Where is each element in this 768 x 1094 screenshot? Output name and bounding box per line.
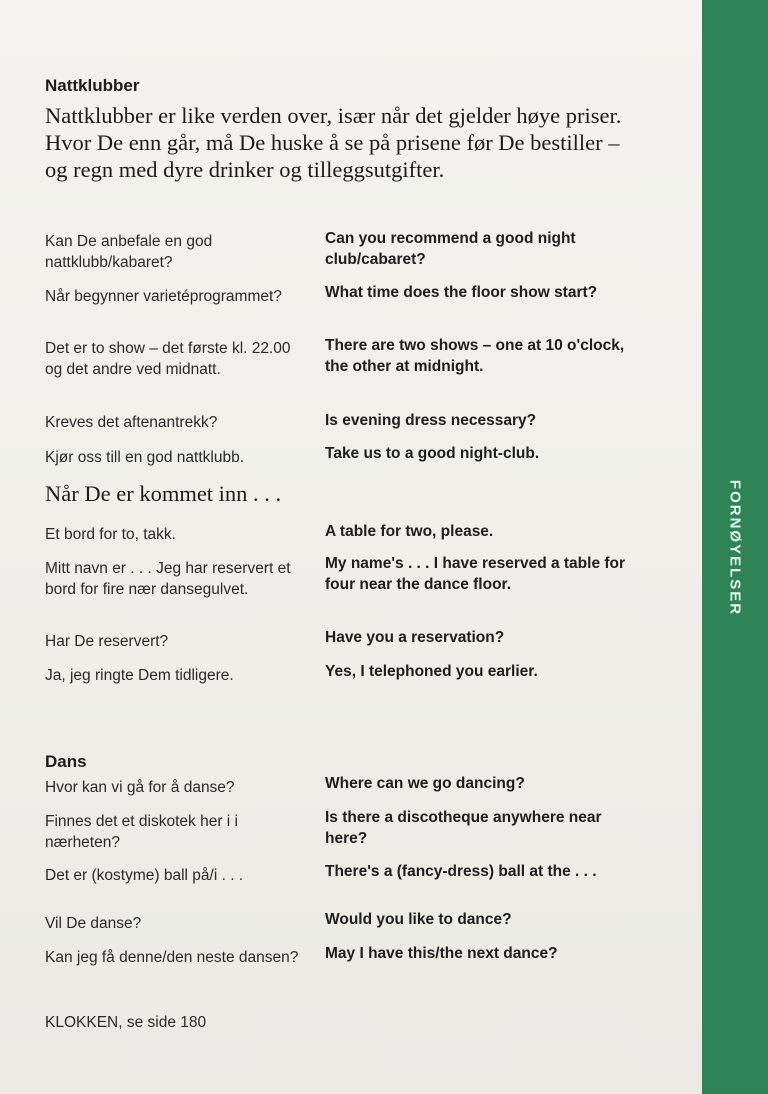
phrase-no: Når begynner varietéprogrammet? [45, 288, 282, 305]
phrase-no: Har De reservert? [45, 633, 169, 650]
phrase-en: Is evening dress necessary? [325, 412, 537, 429]
phrase-en: Can you recommend a good night club/cabaret? [325, 230, 576, 268]
phrase-en: Would you like to dance? [325, 911, 512, 928]
phrase-en: My name's . . . I have reserved a table for four near the dance floor. [325, 555, 626, 593]
phrase-en: There are two shows – one at 10 o'clock, the other at midnight. [325, 337, 625, 375]
phrase-en: A table for two, please. [325, 523, 494, 540]
phrase-no: Kan De anbefale en god nattklubb/kabaret? [45, 233, 213, 271]
phrase-no: Mitt navn er . . . Jeg har reservert et bord for fire nær dansegulvet. [45, 560, 291, 598]
phrase-en: Is there a discotheque anywhere near here? [325, 809, 602, 847]
phrase-no: Det er (kostyme) ball på/i . . . [45, 867, 244, 884]
heading-inside: Når De er kommet inn . . . [45, 481, 282, 506]
phrase-no: Det er to show – det første kl. 22.00 og det andre ved midnatt. [45, 340, 291, 378]
phrase-no: Et bord for to, takk. [45, 526, 176, 543]
intro-paragraph: Nattklubber er like verden over, især når det gjelder høye priser. Hvor De enn går, må De huske å se på prisene før De bestiller – og regn med dyre drinker og tilleggsutgifter. [45, 103, 622, 182]
phrase-no: Kreves det aftenantrekk? [45, 414, 218, 431]
cross-reference: KLOKKEN, se side 180 [45, 1014, 207, 1031]
phrase-no: Finnes det et diskotek her i i nærheten? [45, 813, 238, 851]
phrase-en: Take us to a good night-club. [325, 445, 540, 462]
phrase-en: There's a (fancy-dress) ball at the . . . [325, 863, 597, 880]
phrase-en: Yes, I telephoned you earlier. [325, 663, 538, 680]
heading-nightclubs: Nattklubber [45, 76, 140, 95]
heading-dance: Dans [45, 752, 87, 771]
phrase-no: Vil De danse? [45, 915, 142, 932]
phrase-en: What time does the floor show start? [325, 284, 598, 301]
section-tab-label: FORNØYELSER [726, 479, 744, 617]
phrase-en: Have you a reservation? [325, 629, 505, 646]
phrase-no: Hvor kan vi gå for å danse? [45, 779, 235, 796]
phrase-no: Kan jeg få denne/den neste dansen? [45, 949, 299, 966]
phrase-en: May I have this/the next dance? [325, 945, 558, 962]
phrase-en: Where can we go dancing? [325, 775, 525, 792]
phrase-no: Ja, jeg ringte Dem tidligere. [45, 667, 234, 684]
phrase-no: Kjør oss till en god nattklubb. [45, 449, 245, 466]
